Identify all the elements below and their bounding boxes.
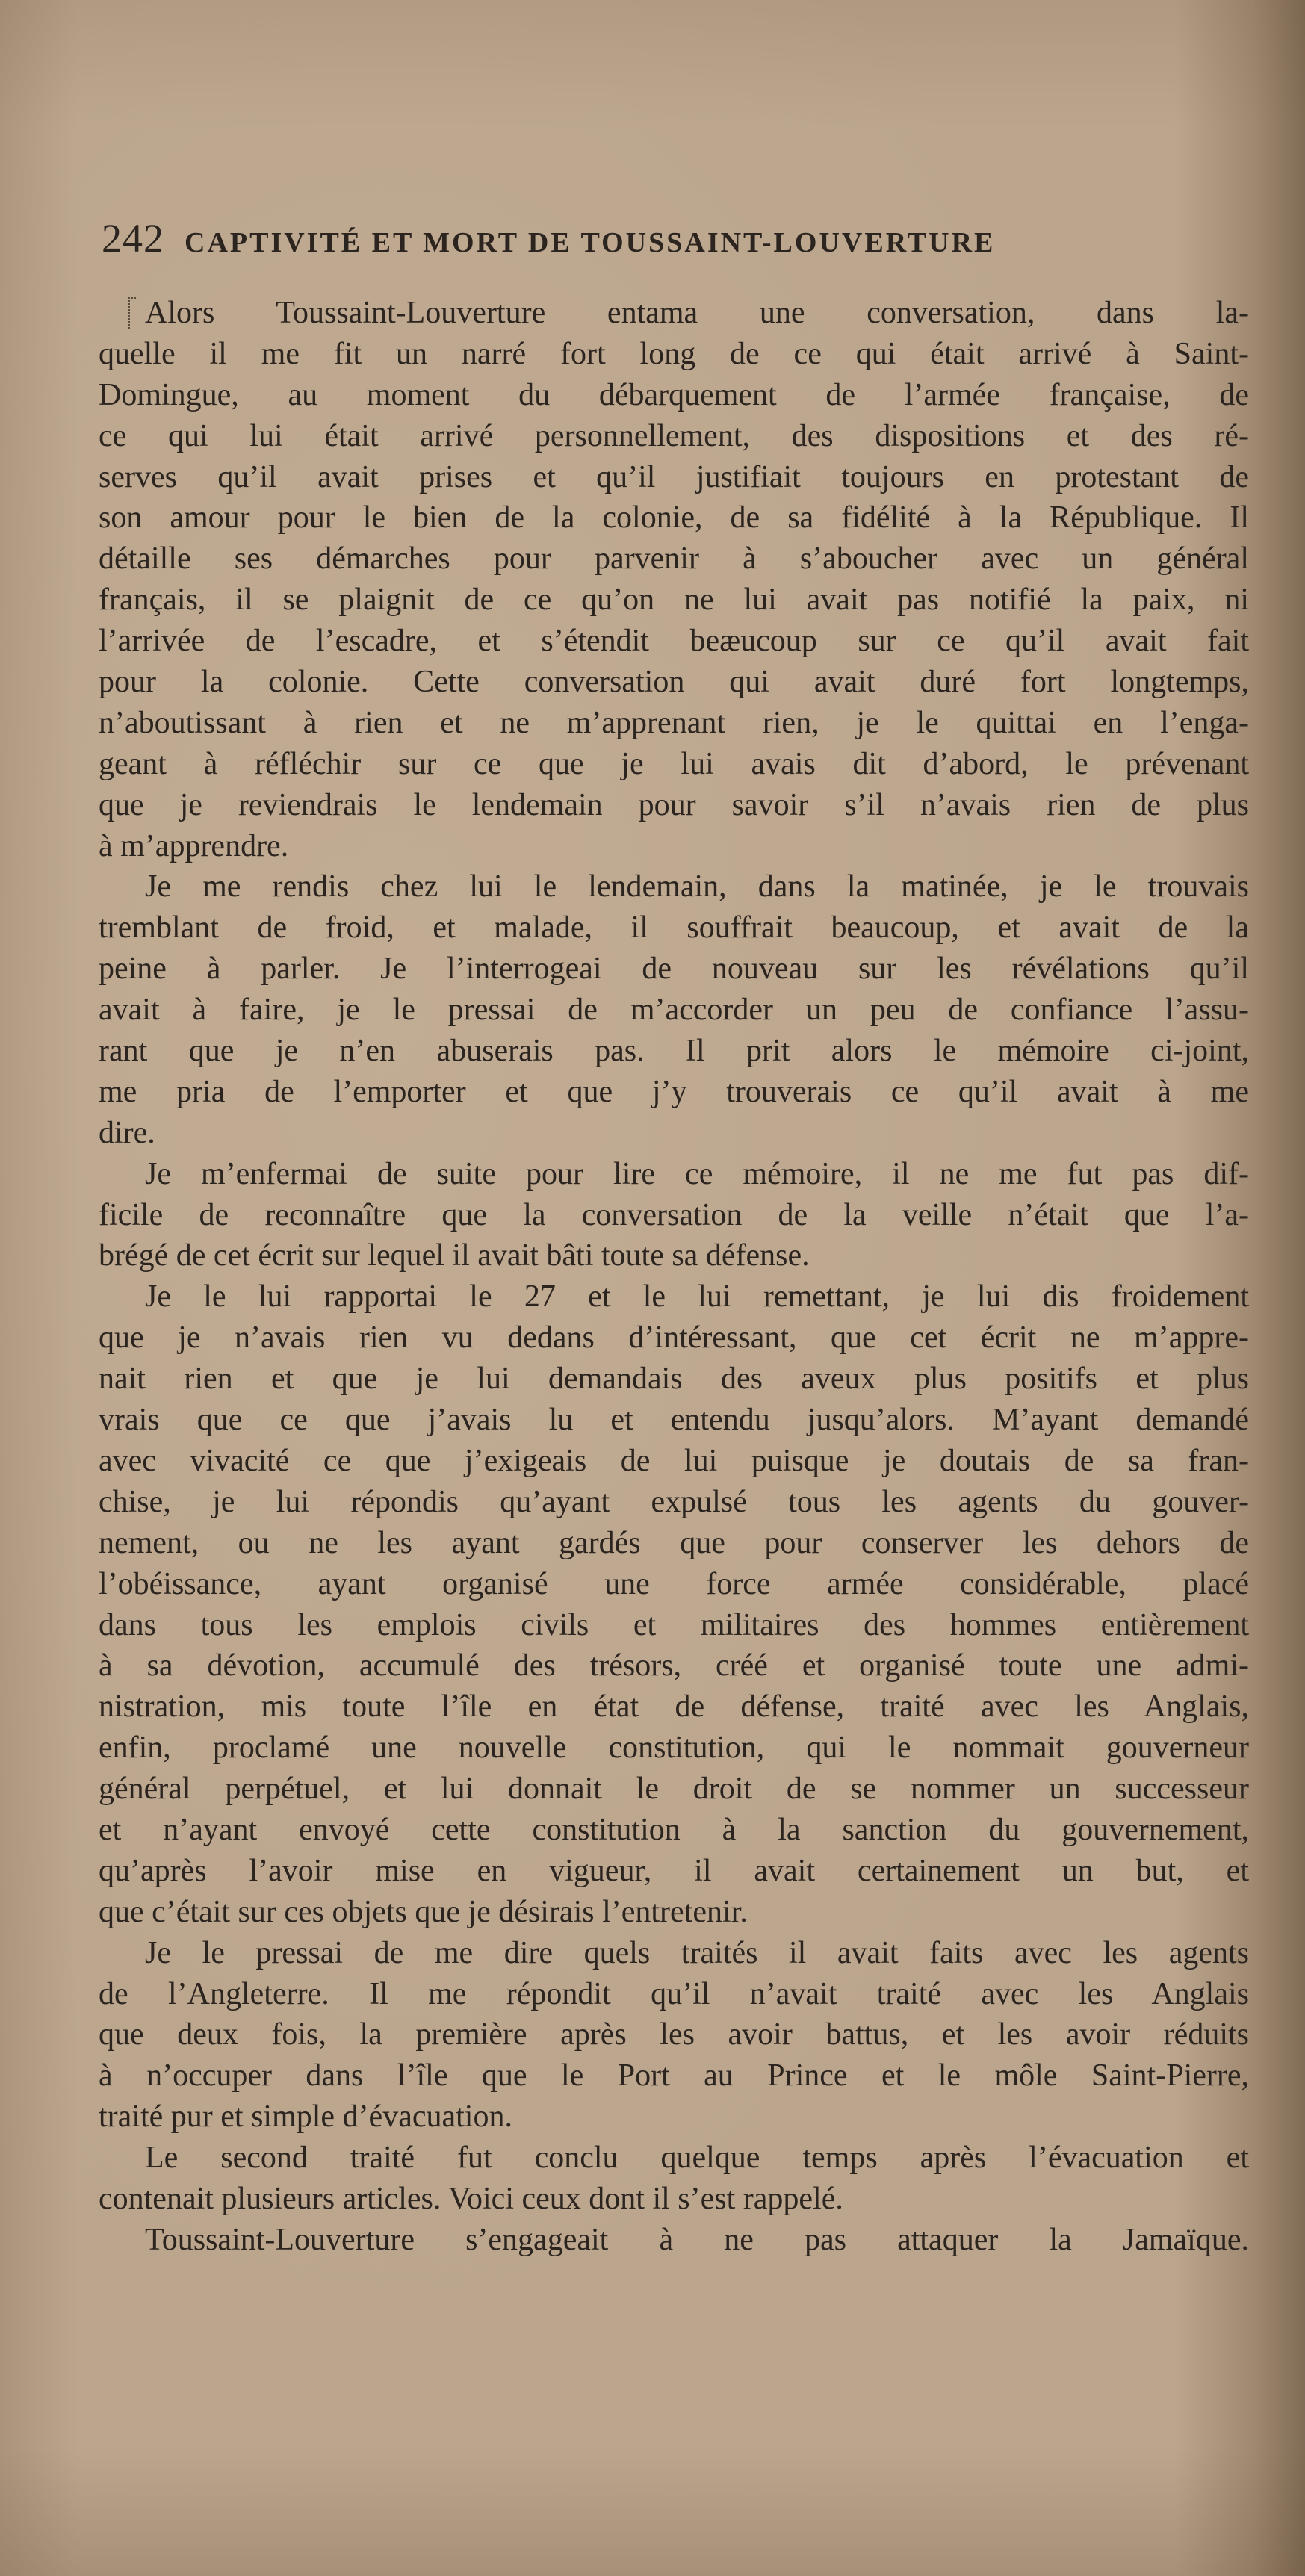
text-line: brégé de cet écrit sur lequel il avait bâti toute sa défense. [99, 1238, 810, 1273]
text-line: Domingue, au moment du débarquement de l’armée française, de [99, 377, 1249, 412]
margin-bracket-mark [128, 297, 136, 329]
text-line: à m’apprendre. [99, 828, 289, 863]
text-line: que je reviendrais le lendemain pour savoir s’il n’avais rien de plus [99, 787, 1249, 822]
text-line: n’aboutissant à rien et ne m’apprenant rien, je le quittai en l’enga- [99, 705, 1249, 740]
text-line: contenait plusieurs articles. Voici ceux dont il s’est rappelé. [99, 2181, 843, 2216]
body-text [99, 293, 1249, 2261]
page-number: 242 [102, 216, 164, 261]
text-line: Le second traité fut conclu quelque temps après l’évacuation et [145, 2141, 1249, 2176]
paragraph [99, 1154, 1249, 1277]
text-line: à n’occuper dans l’île que le Port au Prince et le môle Saint-Pierre, [99, 2058, 1249, 2094]
text-line: peine à parler. Je l’interrogeai de nouveau sur les révélations qu’il [99, 952, 1249, 987]
text-line: geant à réfléchir sur ce que je lui avais dit d’abord, le prévenant [99, 746, 1249, 781]
paragraph [99, 2220, 1249, 2261]
text-line: Toussaint-Louverture s’engageait à ne pas attaquer la Jamaïque. [145, 2222, 1249, 2257]
text-line: général perpétuel, et lui donnait le droit de se nommer un successeur [99, 1772, 1249, 1807]
text-line: Je le pressai de me dire quels traités il avait faits avec les agents [145, 1935, 1249, 1970]
text-line: enfin, proclamé une nouvelle constitution, qui le nommait gouverneur [99, 1731, 1249, 1766]
paragraph [99, 293, 1249, 866]
text-line: que c’était sur ces objets que je désirais l’entretenir. [99, 1894, 748, 1929]
text-line: pour la colonie. Cette conversation qui avait duré fort longtemps, [99, 665, 1249, 700]
text-line: Alors Toussaint-Louverture entama une conversation, dans la- [99, 293, 1249, 334]
text-line: et n’ayant envoyé cette constitution à la sanction du gouvernement, [99, 1812, 1249, 1847]
text-line: ce qui lui était arrivé personnellement, des dispositions et des ré- [99, 418, 1249, 453]
paragraph [99, 1933, 1249, 2138]
text-line: que deux fois, la première après les avoir battus, et les avoir réduits [99, 2017, 1249, 2052]
text-line: détaille ses démarches pour parvenir à s’aboucher avec un général [99, 541, 1249, 577]
text-line: nait rien et que je lui demandais des aveux plus positifs et plus [99, 1362, 1249, 1397]
running-title: CAPTIVITÉ ET MORT DE TOUSSAINT-LOUVERTURE [185, 227, 996, 258]
text-line: à sa dévotion, accumulé des trésors, créé et organisé toute une admi- [99, 1648, 1249, 1683]
text-line: vrais que ce que j’avais lu et entendu jusqu’alors. M’ayant demandé [99, 1403, 1249, 1438]
text-line: avec vivacité ce que j’exigeais de lui puisque je doutais de sa fran- [99, 1443, 1249, 1478]
text-line: quelle il me fit un narré fort long de ce qui était arrivé à Saint- [99, 336, 1249, 371]
text-line: dire. [99, 1115, 155, 1150]
text-line: français, il se plaignit de ce qu’on ne lui avait pas notifié la paix, ni [99, 583, 1249, 618]
text-line: qu’après l’avoir mise en vigueur, il avait certainement un but, et [99, 1853, 1249, 1888]
text-line: tremblant de froid, et malade, il souffrait beaucoup, et avait de la [99, 910, 1249, 946]
running-header [102, 215, 1177, 261]
paragraph [99, 2138, 1249, 2220]
text-line: Je me rendis chez lui le lendemain, dans la matinée, je le trouvais [145, 869, 1249, 904]
text-line: serves qu’il avait prises et qu’il justifiait toujours en protestant de [99, 459, 1249, 494]
text-line: me pria de l’emporter et que j’y trouverais ce qu’il avait à me [99, 1074, 1249, 1109]
text-line: rant que je n’en abuserais pas. Il prit alors le mémoire ci-joint, [99, 1034, 1249, 1069]
text-line: Je le lui rapportai le 27 et le lui remettant, je lui dis froidement [145, 1279, 1249, 1315]
text-line: Je m’enfermai de suite pour lire ce mémoire, il ne me fut pas dif- [145, 1156, 1249, 1191]
text-line: dans tous les emplois civils et militaires des hommes entièrement [99, 1607, 1249, 1642]
text-line: chise, je lui répondis qu’ayant expulsé tous les agents du gouver- [99, 1484, 1249, 1519]
paragraph [99, 1276, 1249, 1932]
text-line: nement, ou ne les ayant gardés que pour conserver les dehors de [99, 1525, 1249, 1560]
text-line: traité pur et simple d’évacuation. [99, 2099, 512, 2135]
text-line: de l’Angleterre. Il me répondit qu’il n’avait traité avec les Anglais [99, 1976, 1249, 2011]
text-line: nistration, mis toute l’île en état de défense, traité avec les Anglais, [99, 1689, 1249, 1725]
text-line: ficile de reconnaître que la conversation de la veille n’était que l’a- [99, 1197, 1249, 1232]
text-line: l’arrivée de l’escadre, et s’étendit beæucoup sur ce qu’il avait fait [99, 624, 1249, 659]
paragraph [99, 866, 1249, 1153]
text-line: son amour pour le bien de la colonie, de sa fidélité à la République. Il [99, 500, 1249, 536]
text-line: avait à faire, je le pressai de m’accorder un peu de confiance l’assu- [99, 993, 1249, 1028]
text-line: que je n’avais rien vu dedans d’intéressant, que cet écrit ne m’appre- [99, 1320, 1249, 1356]
text-line: l’obéissance, ayant organisé une force armée considérable, placé [99, 1566, 1249, 1601]
